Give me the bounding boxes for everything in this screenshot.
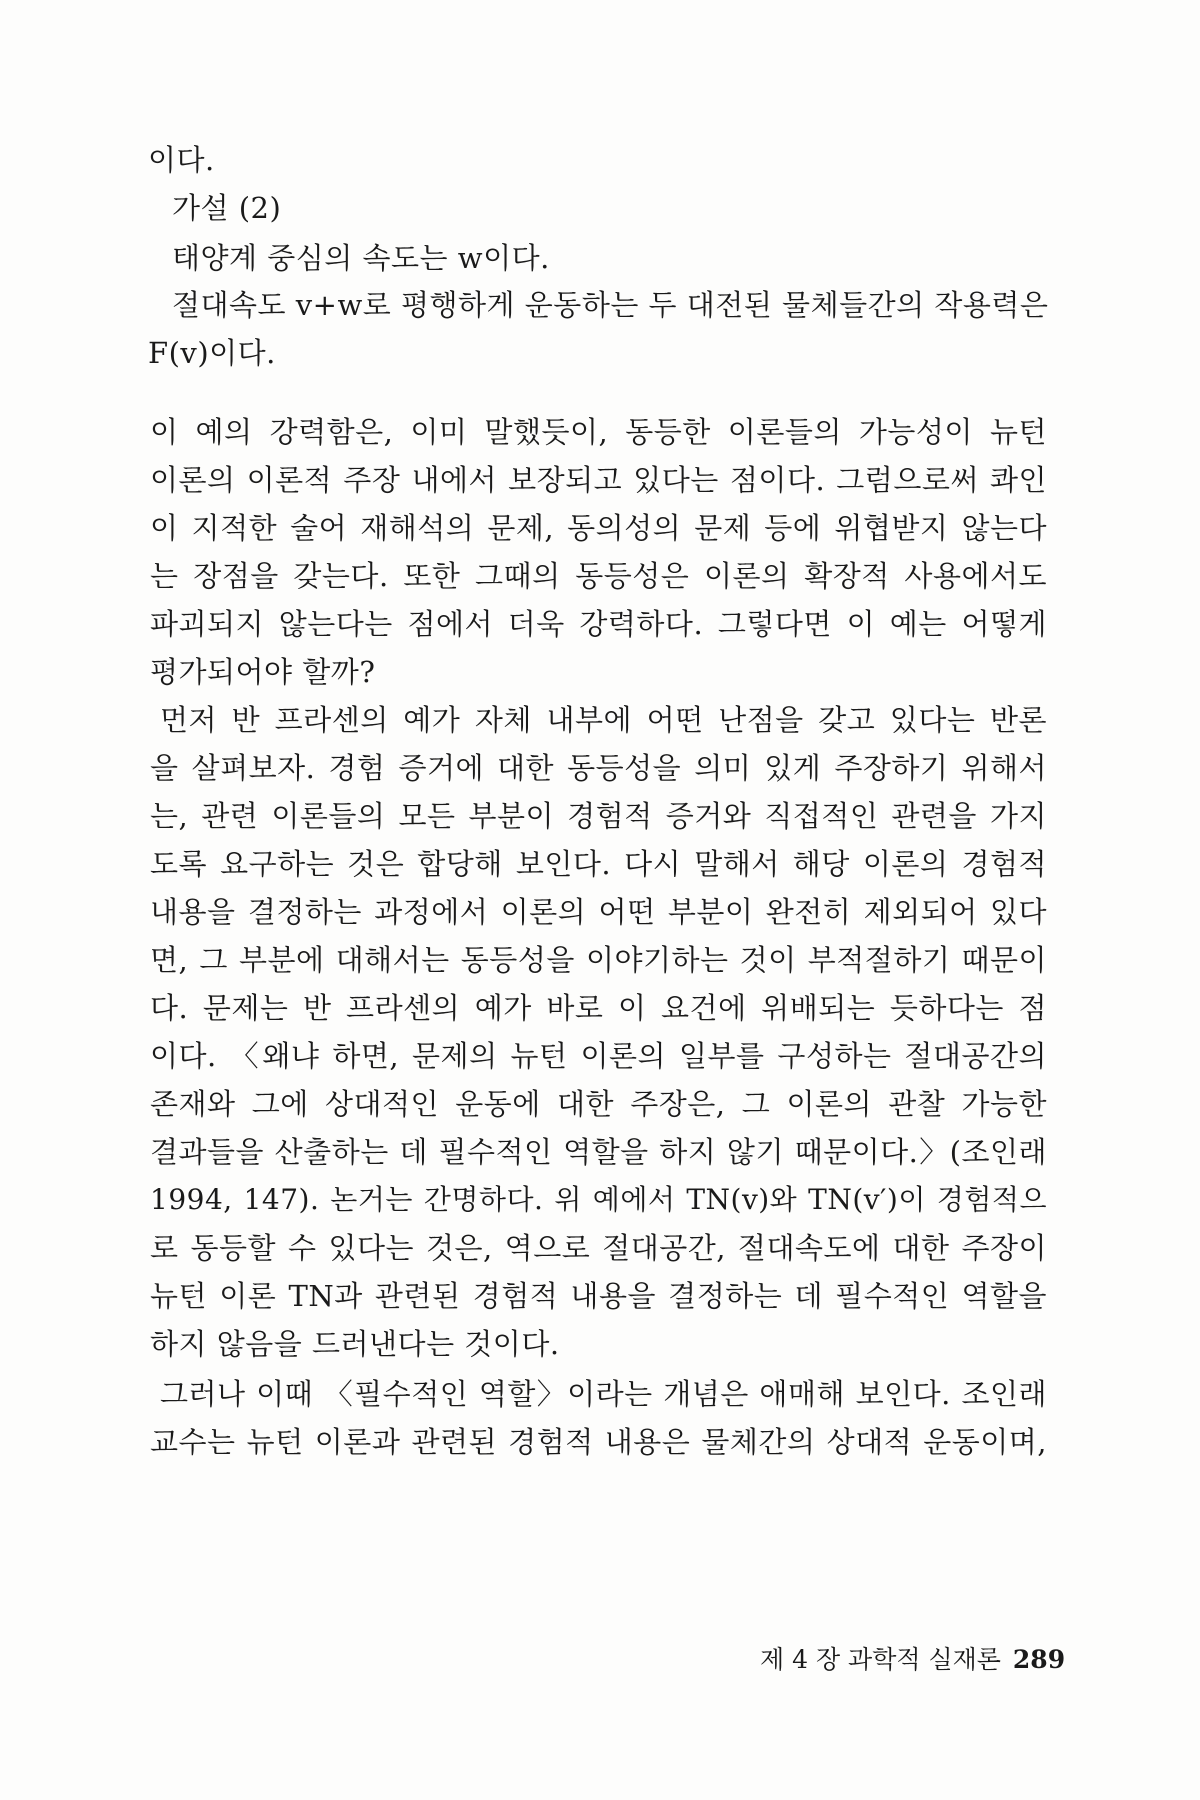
paragraph-line: 이론의 이론적 주장 내에서 보장되고 있다는 점이다. 그럼으로써 콰인	[150, 463, 1047, 497]
text-line: 이다.	[148, 143, 215, 177]
paragraph-line: 뉴턴 이론 TN과 관련된 경험적 내용을 결정하는 데 필수적인 역할을	[150, 1279, 1047, 1313]
paragraph-line: 교수는 뉴턴 이론과 관련된 경험적 내용은 물체간의 상대적 운동이며,	[150, 1425, 1047, 1459]
paragraph-line: 하지 않음을 드러낸다는 것이다.	[150, 1327, 560, 1361]
text-line: 태양계 중심의 속도는 w이다.	[172, 241, 550, 275]
paragraph-line: 이 지적한 술어 재해석의 문제, 동의성의 문제 등에 위협받지 않는다	[150, 511, 1047, 545]
paragraph-line: 는 장점을 갖는다. 또한 그때의 동등성은 이론의 확장적 사용에서도	[150, 559, 1047, 593]
paragraph-line: 내용을 결정하는 과정에서 이론의 어떤 부분이 완전히 제외되어 있다	[150, 895, 1047, 929]
paragraph-line: 이 예의 강력함은, 이미 말했듯이, 동등한 이론들의 가능성이 뉴턴	[150, 415, 1047, 449]
page-number: 289	[1012, 1645, 1066, 1674]
hypothesis-heading: 가설 (2)	[172, 191, 282, 225]
paragraph-line: 로 동등할 수 있다는 것은, 역으로 절대공간, 절대속도에 대한 주장이	[150, 1231, 1047, 1265]
text-line: 절대속도 v+w로 평행하게 운동하는 두 대전된 물체들간의 작용력은	[172, 288, 1049, 322]
paragraph-line: 결과들을 산출하는 데 필수적인 역할을 하지 않기 때문이다.〉(조인래	[150, 1135, 1047, 1169]
paragraph-line: 파괴되지 않는다는 점에서 더욱 강력하다. 그렇다면 이 예는 어떻게	[150, 607, 1047, 641]
paragraph-line: 평가되어야 할까?	[150, 655, 376, 689]
paragraph-line: 그러나 이때 〈필수적인 역할〉이라는 개념은 애매해 보인다. 조인래	[160, 1377, 1047, 1411]
page-footer	[760, 1643, 1066, 1677]
paragraph-line: 1994, 147). 논거는 간명하다. 위 예에서 TN(v)와 TN(v′)이 경험적으	[150, 1183, 1047, 1216]
paragraph-line: 먼저 반 프라센의 예가 자체 내부에 어떤 난점을 갖고 있다는 반론	[160, 703, 1047, 737]
paragraph-line: 존재와 그에 상대적인 운동에 대한 주장은, 그 이론의 관찰 가능한	[150, 1087, 1047, 1121]
paragraph-line: 도록 요구하는 것은 합당해 보인다. 다시 말해서 해당 이론의 경험적	[150, 847, 1047, 881]
paragraph-line: 을 살펴보자. 경험 증거에 대한 동등성을 의미 있게 주장하기 위해서	[150, 751, 1047, 785]
chapter-title: 제 4 장 과학적 실재론	[760, 1645, 1001, 1674]
paragraph-line: 다. 문제는 반 프라센의 예가 바로 이 요건에 위배되는 듯하다는 점	[150, 991, 1047, 1025]
paragraph-line: 면, 그 부분에 대해서는 동등성을 이야기하는 것이 부적절하기 때문이	[150, 943, 1047, 977]
paragraph-line: 는, 관련 이론들의 모든 부분이 경험적 증거와 직접적인 관련을 가지	[150, 799, 1047, 833]
text-line: F(v)이다.	[148, 336, 276, 370]
paragraph-line: 이다. 〈왜냐 하면, 문제의 뉴턴 이론의 일부를 구성하는 절대공간의	[150, 1039, 1047, 1073]
